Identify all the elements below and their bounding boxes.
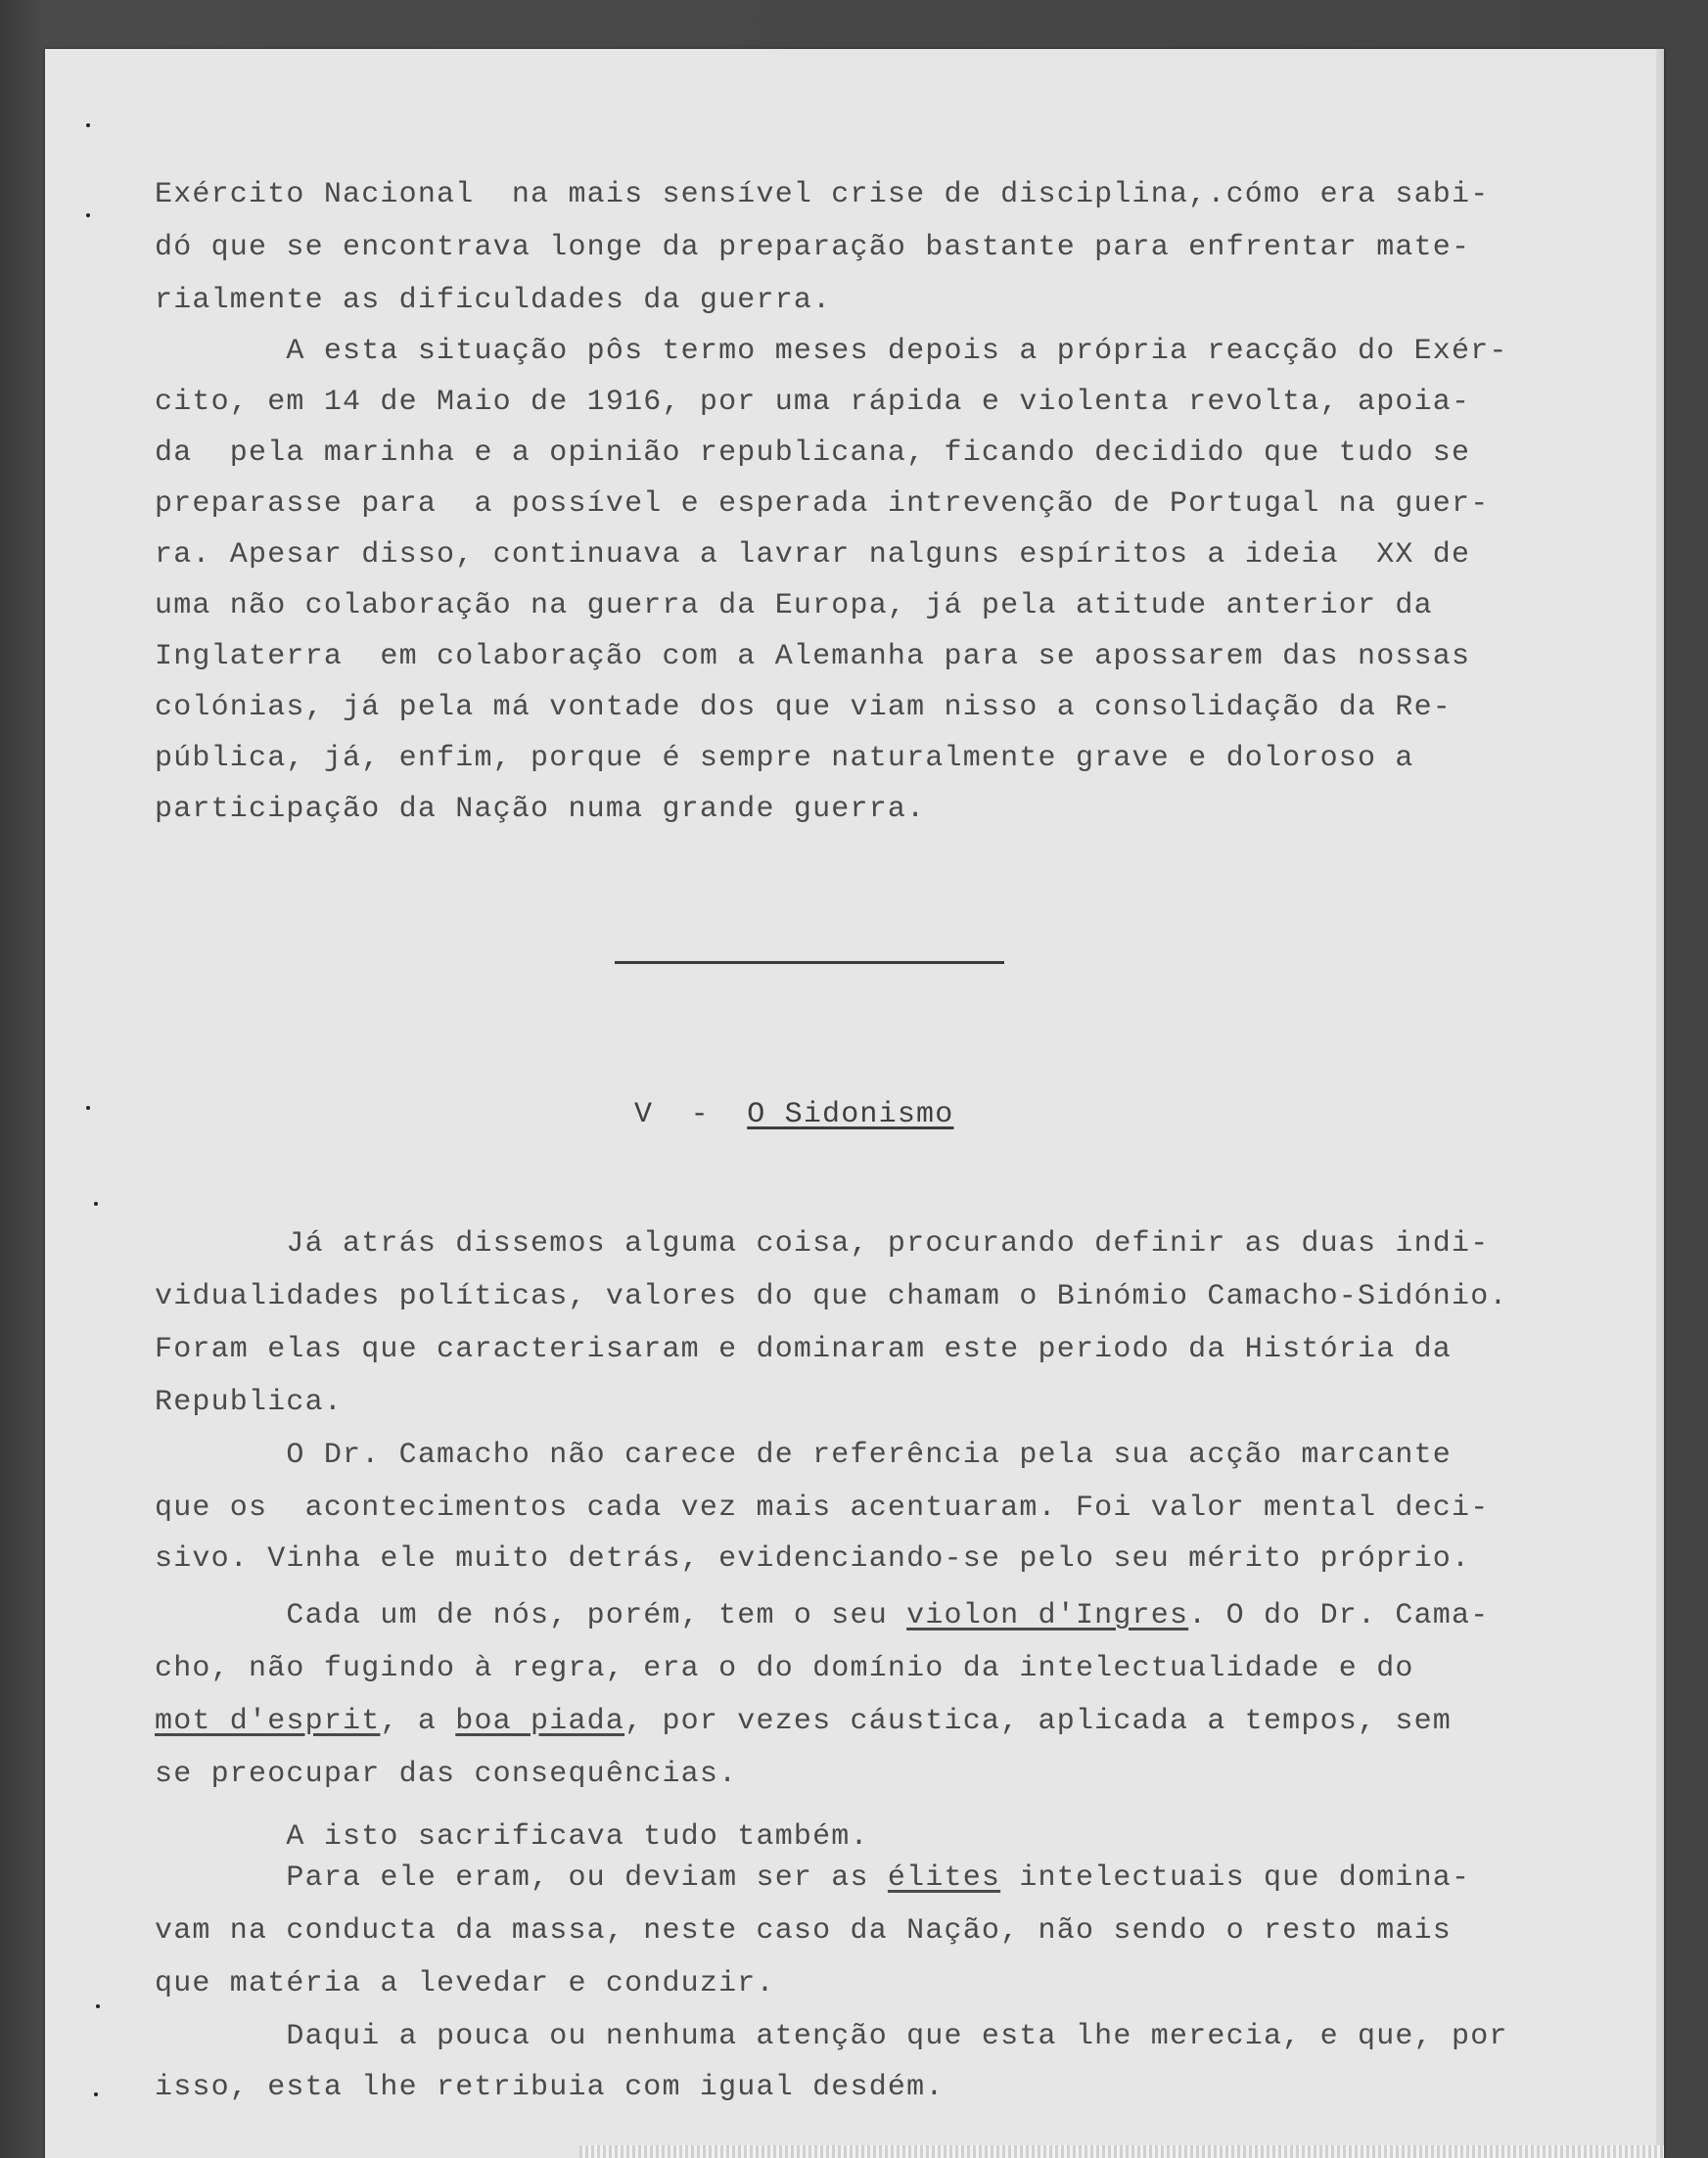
text-line: Já atrás dissemos alguma coisa, procurando definir as duas indi- <box>155 1227 1490 1261</box>
text-line: ra. Apesar disso, continuava a lavrar nalguns espíritos a ideia XX de <box>155 538 1471 572</box>
underlined-term: mot d'esprit <box>155 1705 381 1738</box>
text-line: Foram elas que caracterisaram e dominaram este periodo da História da <box>155 1333 1453 1366</box>
text-run: , por vezes cáustica, aplicada a tempos, sem <box>624 1705 1453 1738</box>
underlined-term: boa piada <box>455 1705 625 1738</box>
section-divider <box>615 961 1004 964</box>
paragraph-7 <box>155 1852 1584 2018</box>
text-line: rialmente as dificuldades da guerra. <box>155 284 832 317</box>
paragraph-5 <box>155 1589 1584 1789</box>
margin-mark <box>86 213 90 217</box>
text-line: Inglaterra em colaboração com a Alemanha para se apossarem das nossas <box>155 640 1471 673</box>
text-line: cito, em 14 de Maio de 1916, por uma rápida e violenta revolta, apoia- <box>155 386 1471 419</box>
text-line: que matéria a levedar e conduzir. <box>155 1967 775 2000</box>
text-line: preparasse para a possível e esperada intrevenção de Portugal na guer- <box>155 487 1490 521</box>
text-line: colónias, já pela má vontade dos que viam nisso a consolidação da Re- <box>155 691 1453 724</box>
margin-mark <box>94 1202 98 1206</box>
text-line: vidualidades políticas, valores do que chamam o Binómio Camacho-Sidónio. <box>155 1280 1508 1313</box>
text-line: cho, não fugindo à regra, era o do domínio da intelectualidade e do <box>155 1652 1414 1685</box>
text-line: da pela marinha e a opinião republicana, ficando decidido que tudo se <box>155 436 1471 470</box>
paper-edge <box>1656 49 1664 2158</box>
underlined-term: élites <box>887 1861 1001 1895</box>
section-title: O Sidonismo <box>747 1098 954 1131</box>
text-line: O Dr. Camacho não carece de referência pela sua acção marcante <box>155 1439 1453 1472</box>
margin-mark <box>94 2092 98 2096</box>
text-line: Republica. <box>155 1386 344 1419</box>
text-line: uma não colaboração na guerra da Europa, já pela atitude anterior da <box>155 589 1433 622</box>
text-line: vam na conducta da massa, neste caso da Nação, não sendo o resto mais <box>155 1914 1453 1948</box>
section-numeral: V - <box>634 1098 748 1131</box>
scanner-edge-strip <box>579 2145 1664 2158</box>
text-line <box>155 1695 1452 1748</box>
text-line: dó que se encontrava longe da preparação bastante para enfrentar mate- <box>155 231 1471 264</box>
text-line: que os acontecimentos cada vez mais acentuaram. Foi valor mental deci- <box>155 1492 1490 1525</box>
text-line: pública, já, enfim, porque é sempre naturalmente grave e doloroso a <box>155 742 1414 775</box>
text-line: Exército Nacional na mais sensível crise de disciplina,.cómo era sabi- <box>155 178 1490 211</box>
text-line: Daqui a pouca ou nenhuma atenção que esta lhe merecia, e que, por <box>155 2020 1508 2053</box>
paragraph-1 <box>155 168 1584 335</box>
paragraph-2 <box>155 325 1584 826</box>
margin-mark <box>86 1106 90 1110</box>
text-line <box>155 1852 1470 1905</box>
text-line: sivo. Vinha ele muito detrás, evidenciando-se pelo seu mérito próprio. <box>155 1542 1471 1576</box>
text-run: Para ele eram, ou deviam ser as <box>155 1861 888 1895</box>
text-run: . O do Dr. Cama- <box>1188 1599 1490 1632</box>
paragraph-8 <box>155 2010 1584 2143</box>
section-heading <box>634 1098 953 1131</box>
text-run: Cada um de nós, porém, tem o seu <box>155 1599 907 1632</box>
paragraph-4 <box>155 1429 1584 1595</box>
text-line: isso, esta lhe retribuia com igual desdém. <box>155 2071 945 2104</box>
text-run: intelectuais que domina- <box>1000 1861 1471 1895</box>
text-line: participação da Nação numa grande guerra. <box>155 793 926 826</box>
text-line: se preocupar das consequências. <box>155 1758 738 1791</box>
text-line <box>155 1589 1489 1642</box>
text-line: A isto sacrificava tudo também. <box>155 1820 869 1854</box>
text-run: , a <box>380 1705 456 1738</box>
paragraph-3 <box>155 1217 1584 1417</box>
margin-mark <box>86 123 90 127</box>
margin-mark <box>96 2004 100 2008</box>
text-line: A esta situação pôs termo meses depois a própria reacção do Exér- <box>155 335 1508 368</box>
underlined-term: violon d'Ingres <box>906 1599 1189 1632</box>
